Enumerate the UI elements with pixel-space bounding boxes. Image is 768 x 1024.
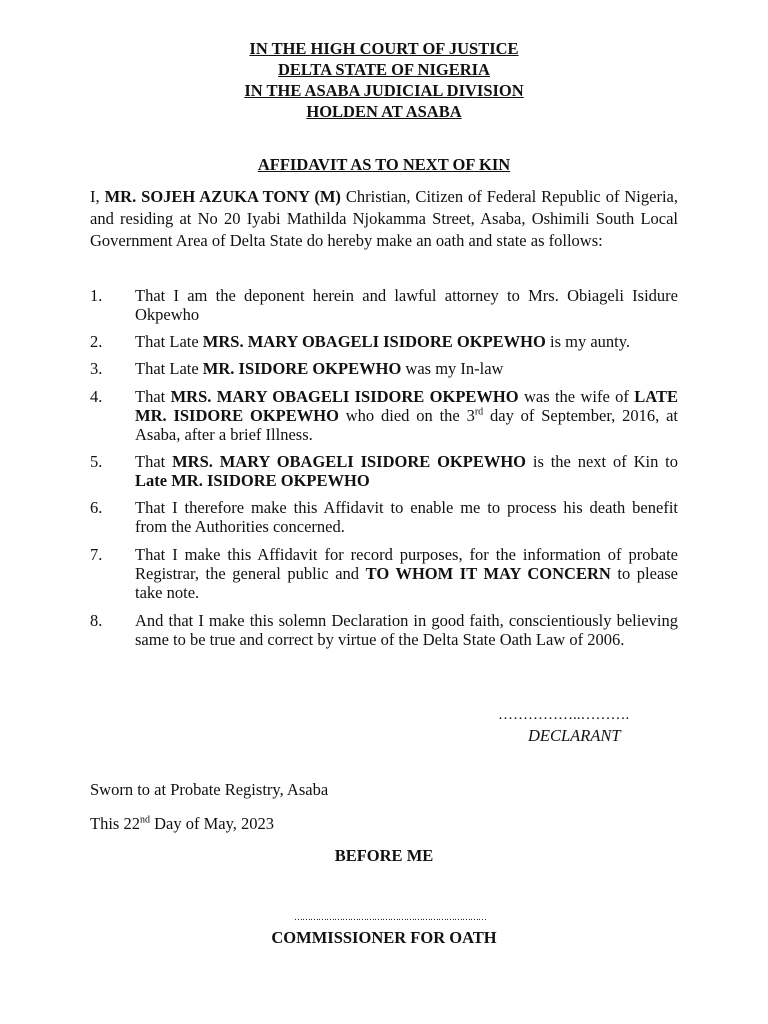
sworn-date-rest: Day of May, 2023	[149, 814, 275, 833]
item-number: 2.	[90, 332, 103, 351]
item-bold-text: MRS. MARY OBAGELI ISIDORE OKPEWHO	[170, 387, 519, 406]
intro-prefix: I,	[90, 187, 105, 206]
court-heading-line-3: IN THE ASABA JUDICIAL DIVISION	[244, 81, 524, 100]
item-number: 3.	[90, 359, 103, 378]
court-heading-line-2: DELTA STATE OF NIGERIA	[278, 60, 490, 79]
item-number: 6.	[90, 498, 103, 517]
item-text: That Late	[135, 332, 203, 351]
item-text: That I make this Affidavit for record purposes, for the information of probate Registrar, the general public and	[135, 545, 678, 583]
item-text: day of September, 2016, at Asaba, after a brief Illness.	[135, 406, 678, 444]
sworn-date-prefix: This 22	[90, 814, 140, 833]
item-number: 8.	[90, 611, 103, 630]
list-item	[90, 452, 678, 490]
declarant-signature-line: ……………..……….	[498, 707, 630, 723]
sworn-place: Sworn to at Probate Registry, Asaba	[90, 780, 329, 799]
item-text: And that I make this solemn Declaration in good faith, conscientiously believing same to be true and correct by virtue of the Delta State Oath Law of 2006.	[135, 611, 678, 649]
before-me-label: BEFORE ME	[334, 846, 434, 865]
item-text: was my In-law	[401, 359, 504, 378]
item-text: who died on the 3	[338, 406, 475, 425]
item-bold-text: MRS. MARY OBAGELI ISIDORE OKPEWHO	[202, 332, 546, 351]
item-bold-text: TO WHOM IT MAY CONCERN	[365, 564, 611, 583]
item-text: is the next of Kin to	[526, 452, 678, 471]
item-text: That	[135, 452, 173, 471]
item-number: 7.	[90, 545, 103, 564]
item-text: That I therefore make this Affidavit to enable me to process his death benefit from the Authorities concerned.	[135, 498, 678, 536]
court-heading-line-4: HOLDEN AT ASABA	[306, 102, 462, 121]
list-item	[90, 387, 678, 444]
sworn-date	[90, 814, 274, 834]
list-item	[90, 332, 678, 351]
document-title: AFFIDAVIT AS TO NEXT OF KIN	[257, 155, 511, 174]
list-item	[90, 498, 678, 536]
item-bold-text: LATE MR. ISIDORE OKPEWHO	[135, 387, 678, 425]
commissioner-label: COMMISSIONER FOR OATH	[271, 928, 497, 947]
declarant-label: DECLARANT	[528, 726, 621, 745]
item-text: was the wife of	[518, 387, 635, 406]
commissioner-signature-line: ………………………………………………………………	[294, 912, 486, 922]
list-item	[90, 545, 678, 602]
item-text: That Late	[135, 359, 203, 378]
item-text: is my aunty.	[545, 332, 631, 351]
item-number: 4.	[90, 387, 103, 406]
intro-paragraph	[90, 186, 678, 252]
list-item	[90, 611, 678, 649]
list-item	[90, 359, 678, 378]
deponent-name: MR. SOJEH AZUKA TONY (M)	[104, 187, 341, 206]
ordinal-suffix: rd	[474, 406, 484, 418]
item-text: That I am the deponent herein and lawful attorney to Mrs. Obiageli Isidure Okpewho	[135, 286, 678, 324]
item-bold-text: MR. ISIDORE OKPEWHO	[202, 359, 402, 378]
item-bold-text: MRS. MARY OBAGELI ISIDORE OKPEWHO	[172, 452, 527, 471]
item-bold-text: Late MR. ISIDORE OKPEWHO	[135, 471, 370, 490]
item-text: That	[135, 387, 171, 406]
court-heading-line-1: IN THE HIGH COURT OF JUSTICE	[249, 39, 519, 58]
item-number: 5.	[90, 452, 103, 471]
ordinal-suffix: nd	[139, 814, 150, 826]
list-item	[90, 286, 678, 324]
intro-text: Christian, Citizen of Federal Republic of Nigeria, and residing at No 20 Iyabi Mathilda Njokamma Street, Asaba, Oshimili South Local Government Area of Delta State do hereby make an oath and state as follows:	[90, 187, 678, 250]
item-text: to please take note.	[135, 564, 679, 602]
item-number: 1.	[90, 286, 103, 305]
